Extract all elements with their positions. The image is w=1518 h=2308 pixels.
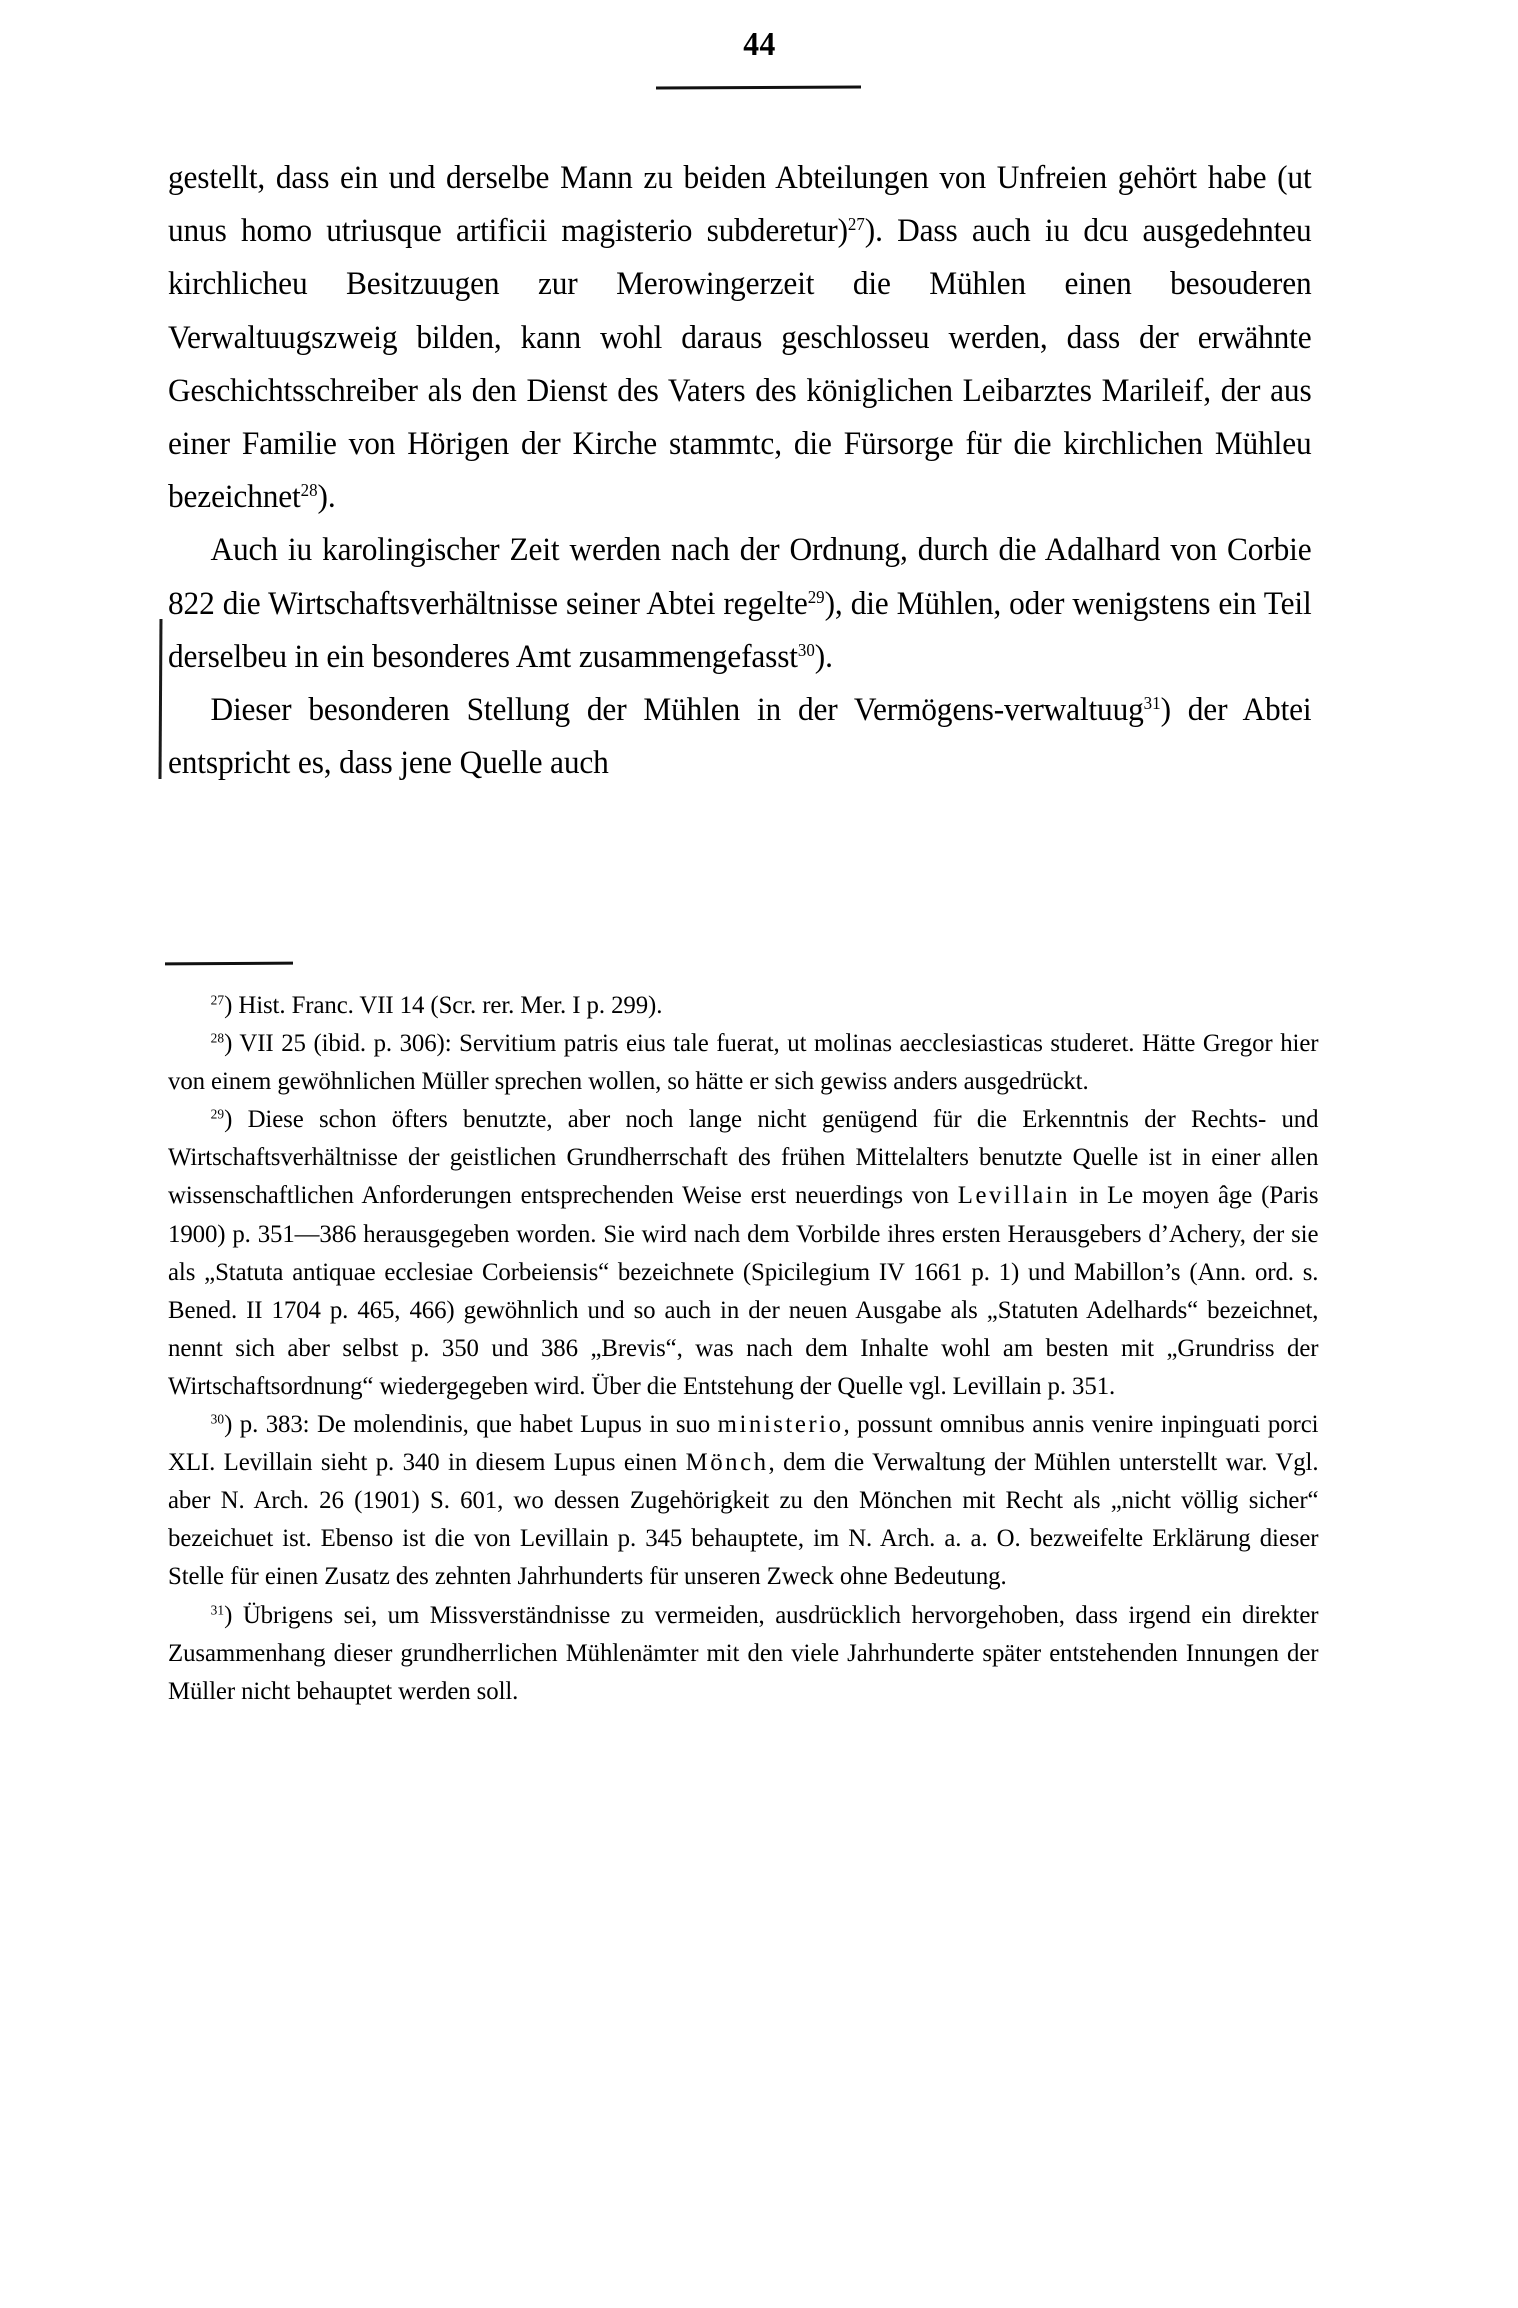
text-run: ). Dass auch iu dcu ausgedehnteu kirchlicheu Besitzuugen zur Merowingerzeit die Mühlen einen besouderen Verwaltuugszweig bilden, kann wohl daraus geschlosseu werden, dass der erwähnte Geschichtsschreiber als den Dienst des Vaters des königlichen Leibarztes Marileif, der aus einer Familie von Hörigen der Kirche stammtc, die Fürsorge für die kirchlichen Mühleu bezeichnet bbox=[168, 213, 1312, 516]
footnote-marker[interactable]: 29 bbox=[210, 1106, 225, 1122]
text-run: ) Diese schon öfters benutzte, aber noch lange nicht genügend für die Erkenntnis der Rechts- und Wirtschaftsverhältnisse der geistlichen Grundherrschaft des frühen Mittelalters benutzte Quelle ist in einer allen wissenschaftlichen Anforderungen entsprechenden Weise erst neuerdings von bbox=[168, 1104, 1319, 1210]
footnote-27 bbox=[168, 986, 1318, 1024]
page-header bbox=[0, 28, 1518, 62]
para-3 bbox=[168, 684, 1312, 790]
text-run: ) Hist. Franc. VII 14 (Scr. rer. Mer. I p. 299). bbox=[224, 990, 663, 1019]
letter-spaced-term: ministerio bbox=[717, 1409, 844, 1439]
footnotes bbox=[168, 986, 1354, 1710]
para-2 bbox=[168, 524, 1312, 684]
text-run: ) VII 25 (ibid. p. 306): Servitium patris eius tale fuerat, ut molinas aecclesiasticas studeret. Hätte Gregor hier von einem gewöhnlichen Müller sprechen wollen, so hätte er sich gewiss anders ausgedrückt. bbox=[168, 1028, 1319, 1096]
footnote-marker[interactable]: 28 bbox=[300, 480, 318, 501]
text-run: Dieser besonderen Stellung der Mühlen in der Vermögens-verwaltuug bbox=[210, 692, 1144, 729]
text-run: , dem die Verwaltung der Mühlen unterstellt war. Vgl. aber N. Arch. 26 (1901) S. 601, wo dessen Zugehörigkeit zu den Mönchen mit Recht als „nicht völlig sicher“ bezeichuet ist. Ebenso ist die von Levillain p. 345 behauptete, im N. Arch. a. a. O. bezweifelte Erklärung dieser Stelle für einen Zusatz des zehnten Jahrhunderts für unseren Zweck ohne Bedeutung. bbox=[168, 1447, 1319, 1591]
text-run: ), die Mühlen, oder wenigstens ein Teil derselbeu in ein besonderes Amt zusammengefasst bbox=[168, 585, 1312, 675]
body-text bbox=[168, 152, 1353, 790]
letter-spaced-term: Mönch bbox=[685, 1447, 769, 1477]
text-run: gestellt, dass ein und derselbe Mann zu beiden Abteilungen von Unfreien gehört habe (ut unus homo utriusque artificii magisterio subderetur) bbox=[168, 160, 1312, 250]
text-run: Auch iu karolingischer Zeit werden nach der Ordnung, durch die Adalhard von Corbie 822 die Wirtschaftsverhältnisse seiner Abtei regelte bbox=[168, 532, 1312, 622]
footnote-30 bbox=[168, 1405, 1318, 1595]
text-run: ). bbox=[317, 479, 336, 516]
text-run: , possunt omnibus annis venire inpinguati porci XLI. Levillain sieht p. 340 in diesem Lupus einen bbox=[168, 1409, 1319, 1477]
para-1 bbox=[168, 152, 1312, 524]
footnote-separator-rule bbox=[165, 962, 293, 966]
footnote-marker[interactable]: 30 bbox=[210, 1411, 225, 1427]
footnote-31 bbox=[168, 1596, 1318, 1710]
footnote-marker[interactable]: 27 bbox=[847, 214, 865, 235]
footnote-marker[interactable]: 31 bbox=[1143, 693, 1161, 714]
text-run: in Le moyen âge (Paris 1900) p. 351—386 herausgegeben worden. Sie wird nach dem Vorbilde ihres ersten Herausgebers d’Achery, der sie als „Statuta antiquae ecclesiae Corbeiensis“ bezeichnete (Spicilegium IV 1661 p. 1) und Mabillon’s (Ann. ord. s. Bened. II 1704 p. 465, 466) gewöhnlich und so auch in der neuen Ausgabe als „Statuten Adelhards“ bezeichnet, nennt sich aber selbst p. 350 und 386 „Brevis“, was nach dem Inhalte wohl am besten mit „Grundriss der Wirtschaftsordnung“ wiedergegeben wird. Über die Entstehung der Quelle vgl. Levillain p. 351. bbox=[168, 1180, 1319, 1400]
text-run: ) der Abtei entspricht es, dass jene Quelle auch bbox=[168, 692, 1312, 782]
text-run: ) p. 383: De molendinis, que habet Lupus in suo bbox=[224, 1409, 718, 1439]
footnote-marker[interactable]: 28 bbox=[210, 1030, 225, 1046]
margin-mark bbox=[159, 619, 163, 779]
footnote-marker[interactable]: 31 bbox=[210, 1601, 225, 1617]
header-rule bbox=[656, 86, 861, 90]
page-number: 44 bbox=[742, 26, 776, 63]
text-run: ). bbox=[814, 638, 833, 675]
footnote-marker[interactable]: 27 bbox=[210, 992, 225, 1008]
footnote-29 bbox=[168, 1100, 1318, 1405]
text-run: ) Übrigens sei, um Missverständnisse zu vermeiden, ausdrücklich hervorgehoben, dass irgend ein direkter Zusammenhang dieser grundherrlichen Mühlenämter mit den viele Jahrhunderte später entstehenden Innungen der Müller nicht behauptet werden soll. bbox=[168, 1599, 1319, 1705]
footnote-28 bbox=[168, 1024, 1318, 1100]
letter-spaced-term: Levillain bbox=[957, 1180, 1071, 1210]
footnote-marker[interactable]: 29 bbox=[807, 586, 825, 607]
footnote-marker[interactable]: 30 bbox=[797, 639, 815, 660]
